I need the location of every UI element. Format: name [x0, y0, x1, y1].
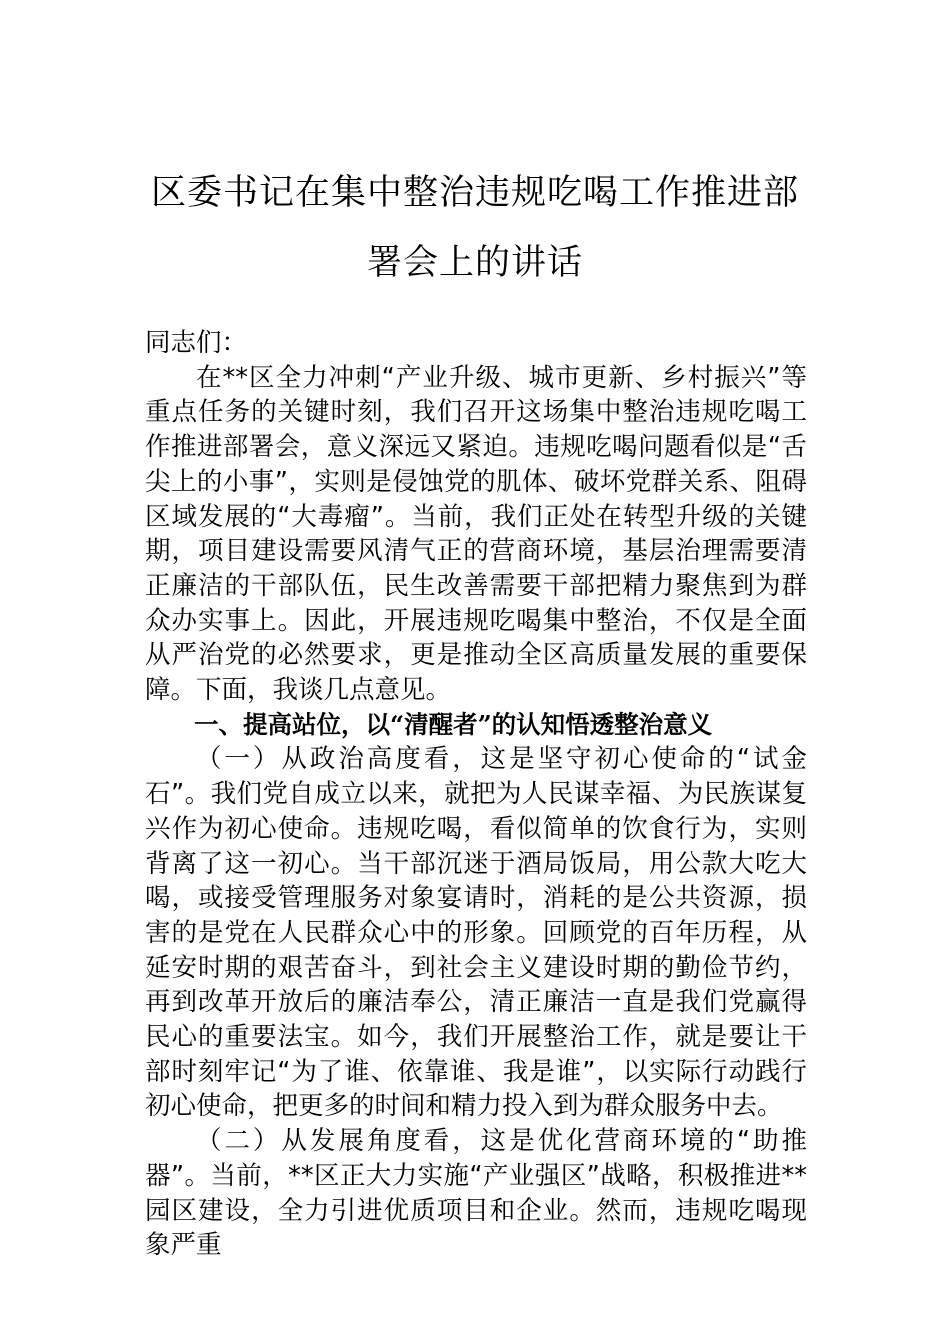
paragraph-1: （一）从政治高度看，这是坚守初心使命的“试金石”。我们党自成立以来，就把为人民谋幸福、为民族谋复兴作为初心使命。违规吃喝，看似简单的饮食行为，实则背离了这一初心。当干部沉迷于酒局饭局，用公款大吃大喝，或接受管理服务对象宴请时，消耗的是公共资源，损害的是党在人民群众心中的形象。回顾党的百年历程，从延安时期的艰苦奋斗，到社会主义建设时期的勤俭节约，再到改革开放后的廉洁奉公，清正廉洁一直是我们党赢得民心的重要法宝。如今，我们开展整治工作，就是要让干部时刻牢记“为了谁、依靠谁、我是谁”，以实际行动践行初心使命，把更多的时间和精力投入到为群众服务中去。 — [145, 744, 807, 1122]
title-line-1: 区委书记在集中整治违规吃喝工作推进部 — [150, 173, 799, 213]
salutation: 同志们： — [145, 328, 248, 358]
title-line-2: 署会上的讲话 — [366, 243, 583, 283]
document-title — [120, 158, 830, 298]
paragraph-2: （二）从发展角度看，这是优化营商环境的“助推器”。当前，**区正大力实施“产业强区”战略，积极推进**园区建设，全力引进优质项目和企业。然而，违规吃喝现象严重 — [145, 1126, 807, 1261]
paragraph-intro: 在**区全力冲刺“产业升级、城市更新、乡村振兴”等重点任务的关键时刻，我们召开这场集中整治违规吃喝工作推进部署会，意义深远又紧迫。违规吃喝问题看似是“舌尖上的小事”，实则是侵蚀党的肌体、破坏党群关系、阻碍区域发展的“大毒瘤”。当前，我们正处在转型升级的关键期，项目建设需要风清气正的营商环境，基层治理需要清正廉洁的干部队伍，民生改善需要干部把精力聚焦到为群众办实事上。因此，开展违规吃喝集中整治，不仅是全面从严治党的必然要求，更是推动全区高质量发展的重要保障。下面，我谈几点意见。 — [145, 362, 807, 706]
section-heading-1: 一、提高站位，以“清醒者”的认知悟透整治意义 — [194, 709, 713, 739]
document-body — [145, 326, 807, 1263]
